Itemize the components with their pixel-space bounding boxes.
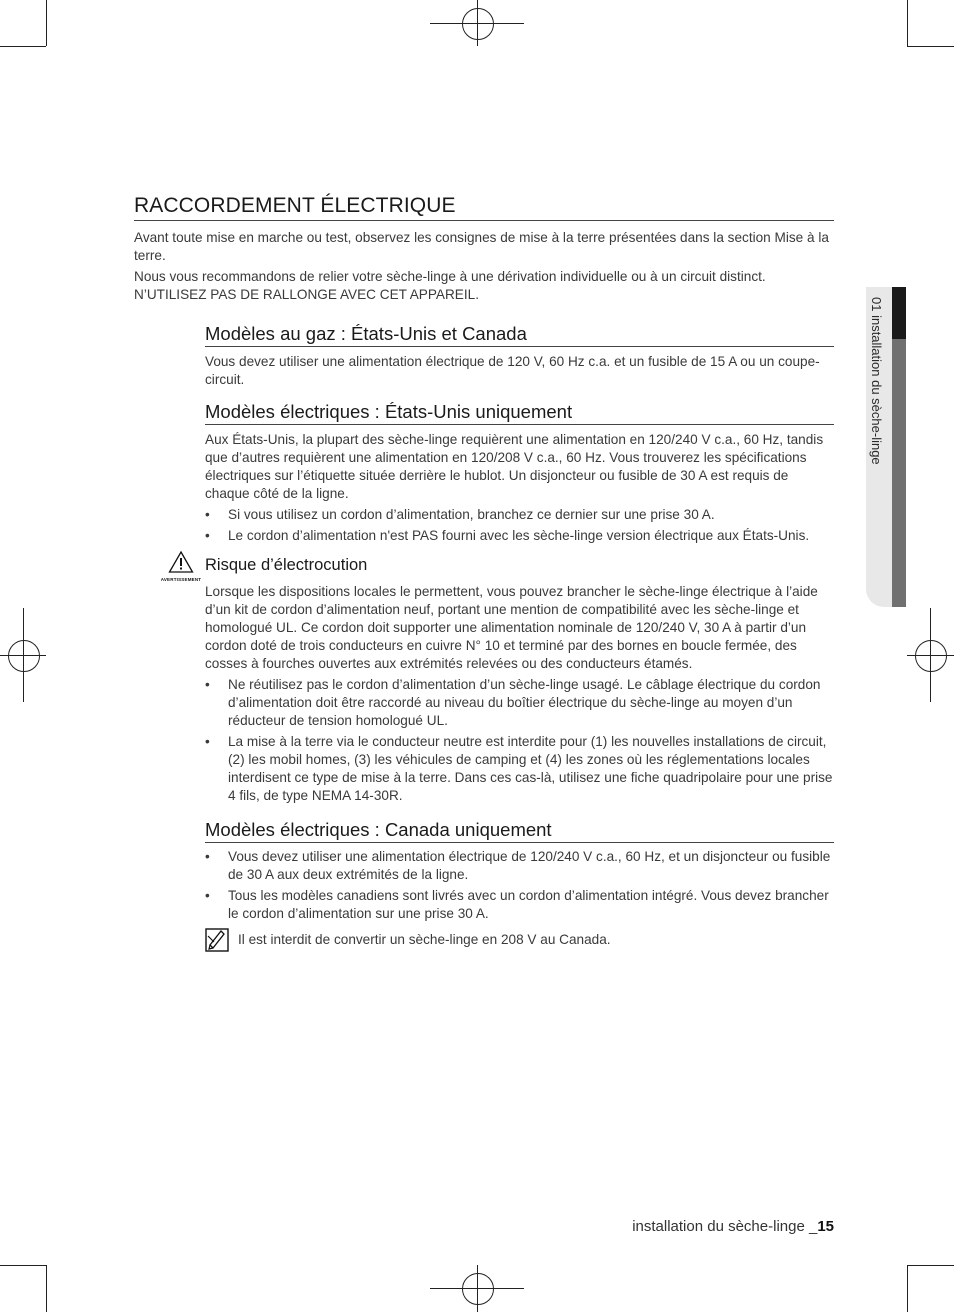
chapter-tab-indicator: [892, 287, 906, 339]
crop-mark: [0, 46, 46, 47]
crop-mark: [907, 1265, 954, 1266]
bullet-icon: •: [205, 734, 210, 749]
warning-block: [160, 556, 834, 582]
list-item: [205, 506, 834, 524]
crop-mark: [46, 0, 47, 46]
section-gas: [205, 323, 834, 389]
page-number: 15: [817, 1218, 834, 1235]
bullet-list: [205, 848, 834, 923]
bullet-list: [205, 676, 834, 805]
crop-mark: [0, 1265, 46, 1266]
section-heading: Modèles au gaz : États-Unis et Canada: [205, 323, 834, 347]
warning-heading: Risque d’électrocution: [205, 556, 368, 574]
list-item: [205, 676, 834, 730]
bullet-icon: •: [205, 849, 210, 864]
bullet-icon: •: [205, 677, 210, 692]
bullet-icon: •: [205, 888, 210, 903]
note-text: Il est interdit de convertir un sèche-linge en 208 V au Canada.: [238, 932, 611, 947]
list-item: [205, 527, 834, 545]
warning-icon-caption: AVERTISSEMENT: [160, 577, 202, 582]
section-heading: Modèles électriques : États-Unis uniquement: [205, 401, 834, 425]
chapter-tab-label: 01 installation du sèche-linge: [869, 297, 884, 465]
list-item-text: La mise à la terre via le conducteur neutre est interdite pour (1) les nouvelles installations de circuit, (2) les mobil homes, (3) les véhicules de camping et (4) les zones où les réglementations locales interdisent ce type de mise à la terre. Dans ces cas-là, utilisez une fiche quadripolaire pour une prise 4 fils, de type NEMA 14-30R.: [228, 734, 833, 803]
list-item-text: Vous devez utiliser une alimentation électrique de 120/240 V c.a., 60 Hz, et un disjoncteur ou fusible de 30 A aux deux extrémités de la ligne.: [228, 849, 831, 882]
crop-mark: [46, 1265, 47, 1312]
page-title: RACCORDEMENT ÉLECTRIQUE: [134, 194, 834, 221]
page-footer: [632, 1218, 834, 1235]
main-content: [134, 194, 834, 949]
section-electric-us: [160, 401, 834, 805]
chapter-tab-bar: [892, 339, 906, 607]
list-item-text: Ne réutilisez pas le cordon d’alimentation d’un sèche-linge usagé. Le câblage électrique du cordon d’alimentation doit être raccordé au niveau du boîtier électrique du sèche-linge au moyen d’un réducteur de tension homologué UL.: [228, 677, 821, 728]
crop-mark: [907, 1265, 908, 1312]
list-item: [205, 848, 834, 884]
warning-triangle-icon: [159, 550, 203, 586]
section-electric-ca: [205, 819, 834, 949]
list-item-text: Le cordon d’alimentation n'est PAS fourni avec les sèche-linge version électrique aux États-Unis.: [228, 528, 810, 543]
note-pencil-icon: [205, 928, 229, 952]
warning-text: Lorsque les dispositions locales le permettent, vous pouvez brancher le sèche-linge électrique à l’aide d’un kit de cordon d’alimentation neuf, portant une mention de compatibilité avec les sèche-linge et homologué UL. Ce cordon doit supporter une alimentation nominale de 120/240 V, 30 A à partir d’un cordon doté de trois conducteurs en cuivre N° 10 et terminé par des bornes en boucle fermée, des cosses à fourches ouvertes aux extrémités relevées ou des conducteurs étamés.: [205, 584, 818, 671]
section-heading: Modèles électriques : Canada uniquement: [205, 819, 834, 843]
note-block: [205, 931, 834, 949]
bullet-icon: •: [205, 507, 210, 522]
bullet-icon: •: [205, 528, 210, 543]
section-text: Aux États-Unis, la plupart des sèche-linge requièrent une alimentation en 120/240 V c.a., 60 Hz, tandis que d’autres requièrent une alimentation en 120/208 V c.a., 60 Hz. Vous trouverez les spécifications électriques sur l’étiquette située derrière le hublot. Un disjoncteur ou fusible de 30 A est requis de chaque côté de la ligne.: [205, 432, 824, 501]
footer-label: installation du sèche-linge _: [632, 1218, 818, 1235]
intro-paragraph: Nous vous recommandons de relier votre sèche-linge à une dérivation individuelle ou à un circuit distinct. N’UTILISEZ PAS DE RALLONGE AVEC CET APPAREIL.: [134, 269, 766, 302]
crop-mark: [907, 46, 954, 47]
crop-mark: [907, 0, 908, 46]
intro-paragraph: Avant toute mise en marche ou test, observez les consignes de mise à la terre présentées dans la section Mise à la terre.: [134, 230, 829, 263]
bullet-list: [205, 506, 834, 545]
list-item: [205, 887, 834, 923]
list-item-text: Si vous utilisez un cordon d’alimentation, branchez ce dernier sur une prise 30 A.: [228, 507, 715, 522]
list-item: [205, 733, 834, 805]
list-item-text: Tous les modèles canadiens sont livrés avec un cordon d’alimentation intégré. Vous devez brancher le cordon d’alimentation sur une prise 30 A.: [228, 888, 829, 921]
section-text: Vous devez utiliser une alimentation électrique de 120 V, 60 Hz c.a. et un fusible de 15 A ou un coupe-circuit.: [205, 354, 820, 387]
